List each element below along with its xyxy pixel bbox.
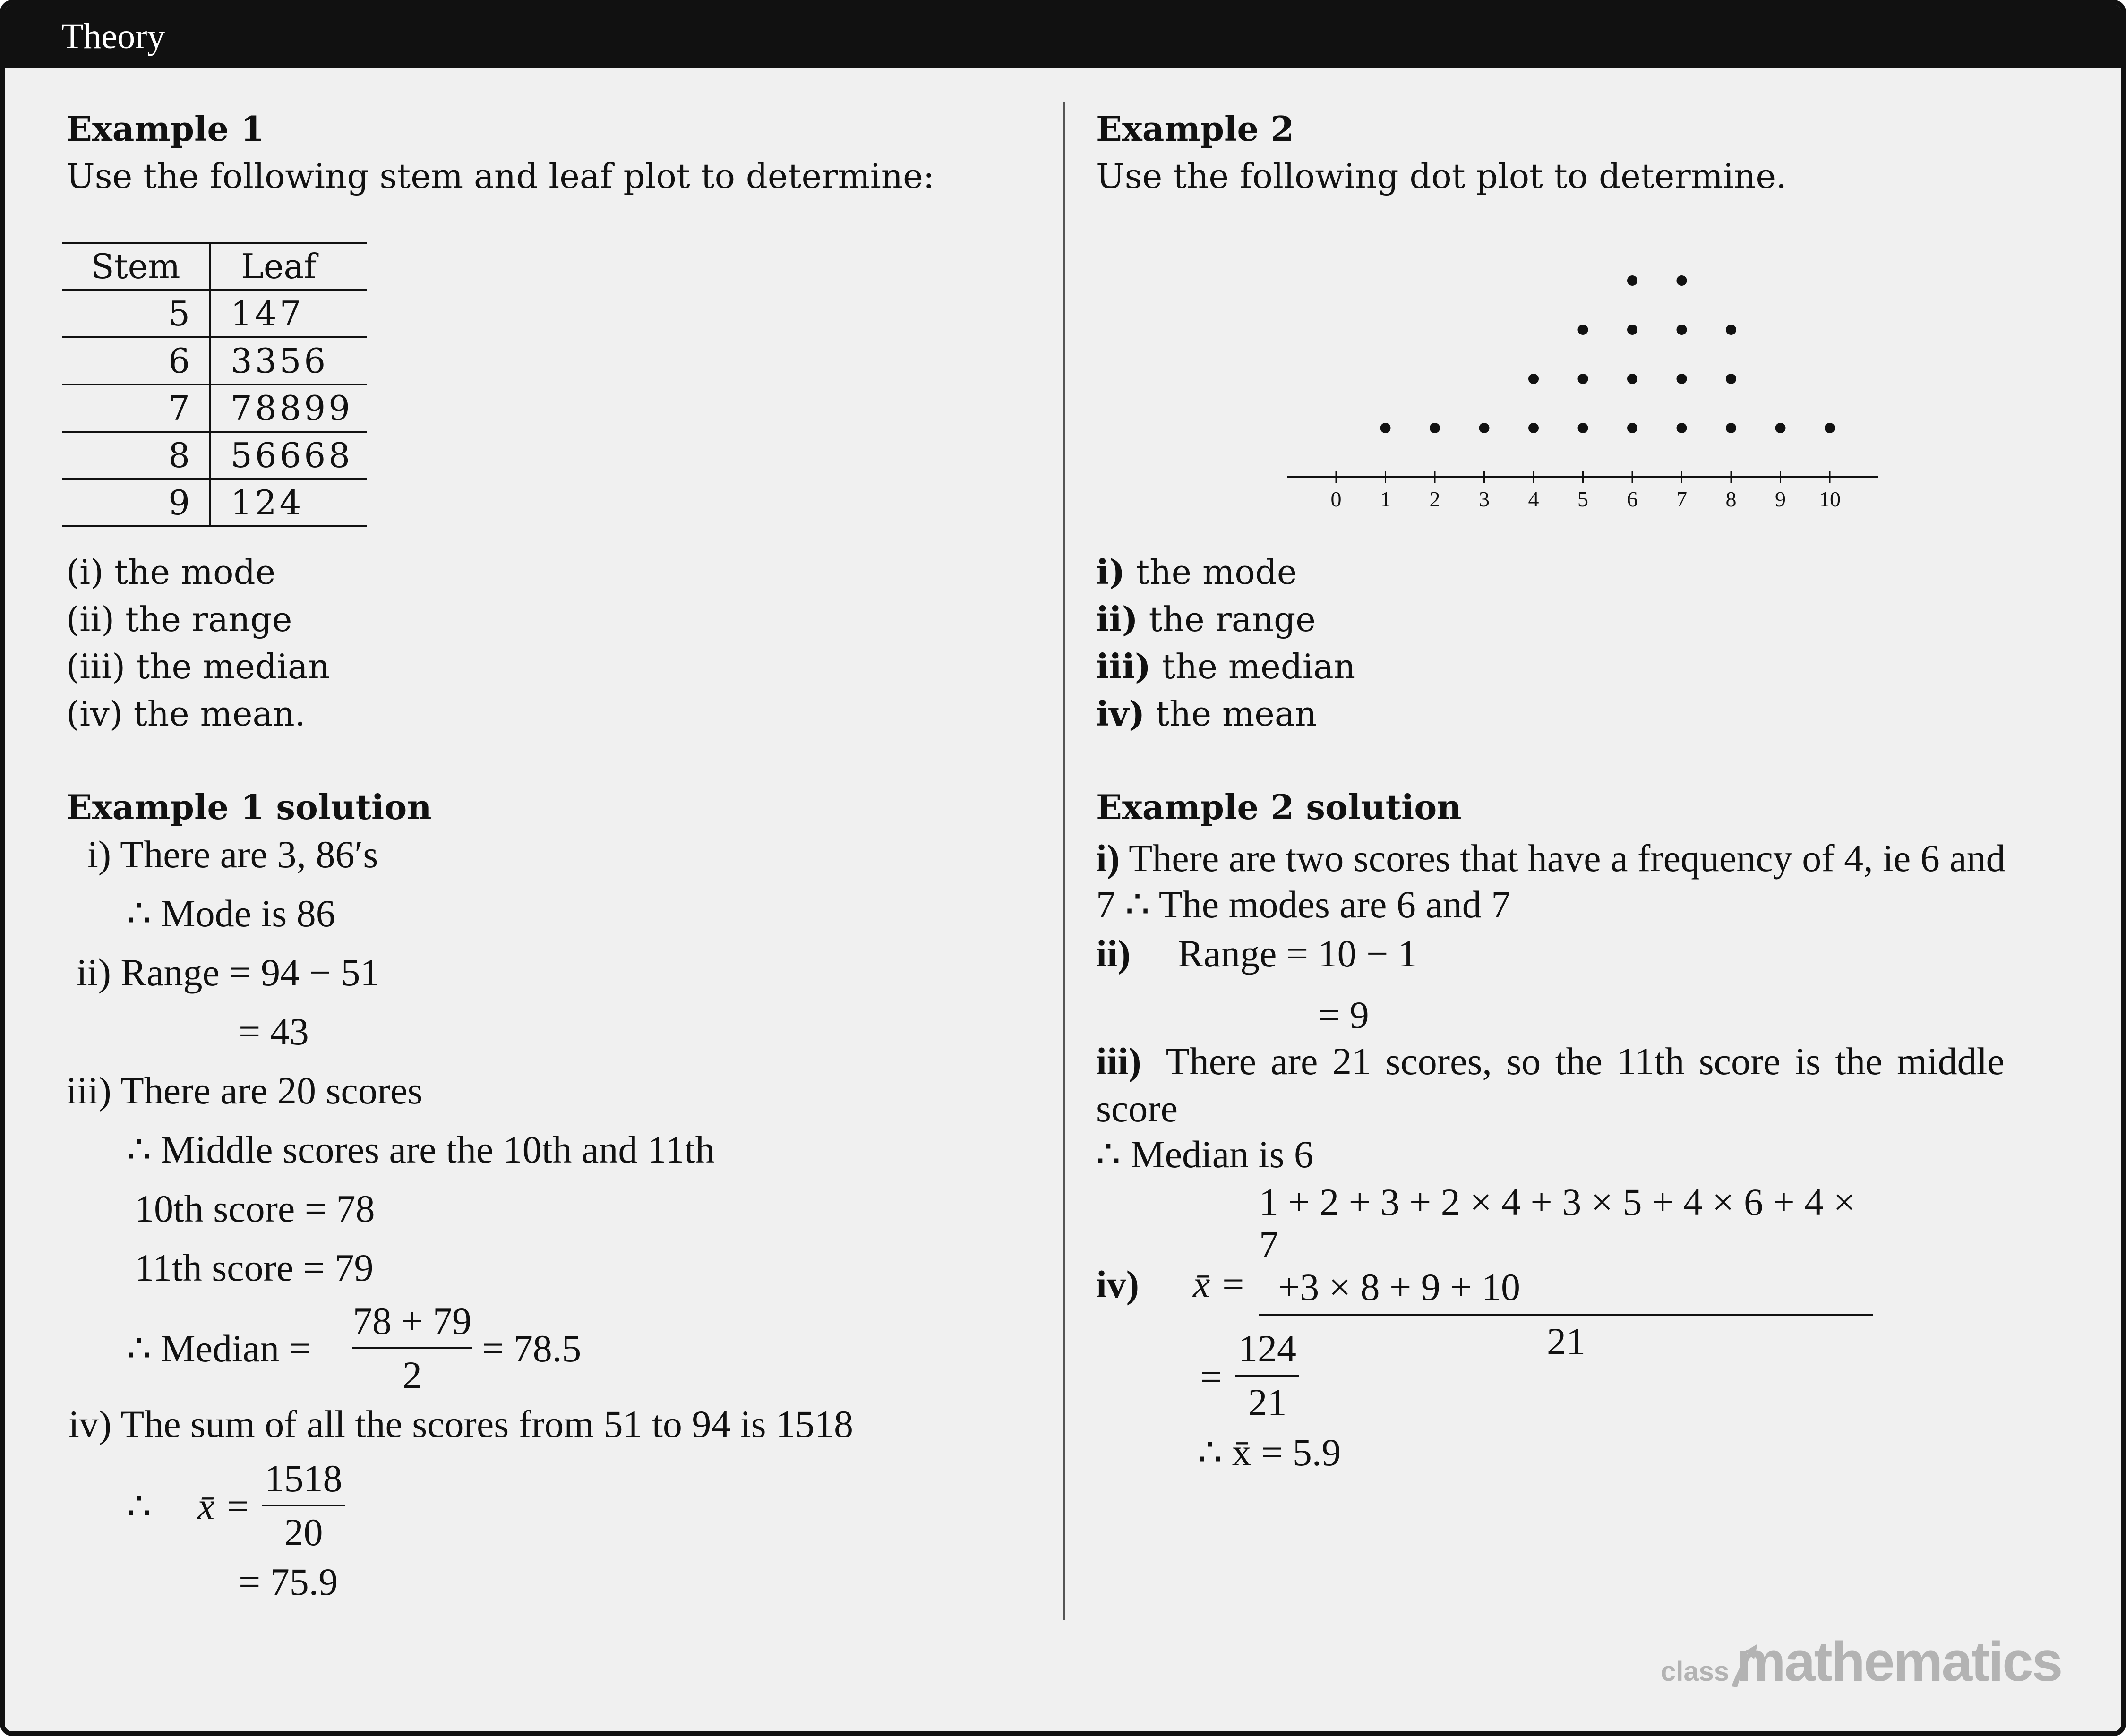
solution2-iii-line2: score — [1096, 1087, 1178, 1130]
solution2-iv-result: ∴ x̄ = 5.9 — [1198, 1431, 1341, 1474]
solution1-median-result: = 78.5 — [482, 1327, 582, 1370]
leaf-header: Leaf — [210, 243, 367, 290]
dot-plot — [1280, 260, 1885, 515]
tick-label: 4 — [1528, 487, 1539, 511]
fraction-bar — [1259, 1314, 1873, 1316]
solution2-iii-therefore: ∴ Median is 6 — [1096, 1133, 1313, 1176]
solution1-xbar: x̄ = — [197, 1485, 251, 1528]
stem-leaf-table — [62, 242, 367, 527]
table-row — [62, 290, 367, 337]
data-dot — [1677, 374, 1687, 384]
data-dot — [1380, 423, 1391, 433]
header-bar — [5, 5, 2121, 68]
question-text: the mean — [1145, 694, 1317, 734]
tick-label: 10 — [1819, 487, 1841, 511]
solution2-ii-result: = 9 — [1318, 993, 1369, 1036]
fraction-bar — [352, 1347, 472, 1349]
stem-cell: 8 — [62, 432, 210, 479]
solution1-i-line: i) There are 3, 86′s — [87, 833, 378, 876]
solution1-iv-result: = 75.9 — [239, 1560, 338, 1603]
data-dot — [1677, 325, 1687, 335]
solution2-iii-line — [1096, 1039, 2005, 1084]
data-dot — [1627, 275, 1637, 286]
logo-brand: mathematics — [1736, 1631, 2062, 1693]
question-text: the mode — [1125, 552, 1297, 592]
table-header-row — [62, 243, 367, 290]
solution1-i-therefore: ∴ Mode is 86 — [127, 892, 335, 935]
class-mathematics-logo — [1661, 1625, 2072, 1696]
solution1-iii-middle: ∴ Middle scores are the 10th and 11th — [127, 1128, 715, 1171]
step-text: There are 21 scores, so the 11th score is the middle — [1166, 1040, 2005, 1083]
solution2-simplified-fraction — [1235, 1327, 1299, 1424]
tick-label: 7 — [1676, 487, 1687, 511]
mean-denominator: 20 — [284, 1511, 323, 1554]
simplified-numerator: 124 — [1238, 1327, 1296, 1370]
data-dot — [1528, 423, 1539, 433]
data-dot — [1775, 423, 1786, 433]
mean-numerator-line2: +3 × 8 + 9 + 10 — [1278, 1266, 1520, 1309]
leaf-cell: 3356 — [210, 337, 367, 385]
step-text: There are two scores that have a frequency of 4, ie 6 and — [1120, 837, 2006, 880]
data-dot — [1430, 423, 1440, 433]
tick-label: 5 — [1577, 487, 1588, 511]
data-dot — [1677, 275, 1687, 286]
question2-range — [1096, 600, 1316, 639]
data-dot — [1578, 325, 1588, 335]
data-dot — [1627, 325, 1637, 335]
mean-denominator: 21 — [1547, 1319, 1586, 1363]
solution1-iv-therefore: ∴ — [127, 1485, 152, 1528]
question-text: the range — [1138, 599, 1316, 639]
solution2-iv-number — [1096, 1262, 1139, 1307]
solution2-xbar: x̄ = — [1193, 1263, 1246, 1306]
question2-mode — [1096, 553, 1297, 592]
logo-prefix: class — [1661, 1656, 1730, 1687]
solution2-i-line — [1096, 836, 2006, 881]
solution1-median-fraction — [352, 1300, 472, 1396]
tick-label: 1 — [1380, 487, 1391, 511]
stem-cell: 9 — [62, 479, 210, 526]
tick-label: 0 — [1330, 487, 1342, 511]
mean-numerator: 1518 — [265, 1457, 343, 1500]
leaf-cell: 56668 — [210, 432, 367, 479]
data-dot — [1627, 374, 1637, 384]
data-dot — [1479, 423, 1490, 433]
mean-numerator-line1: 1 + 2 + 3 + 2 × 4 + 3 × 5 + 4 × 6 + 4 × 7 — [1259, 1180, 1855, 1266]
question-median: (iii) the median — [66, 647, 330, 686]
data-dot — [1528, 374, 1539, 384]
question-number: iv) — [1096, 693, 1145, 734]
stem-cell: 7 — [62, 385, 210, 432]
leaf-cell: 147 — [210, 290, 367, 337]
step-text: Range = 10 − 1 — [1177, 932, 1417, 975]
data-dot — [1677, 423, 1687, 433]
data-dot — [1726, 325, 1736, 335]
table-row — [62, 385, 367, 432]
tick-label: 3 — [1479, 487, 1490, 511]
step-number: iv) — [1096, 1263, 1140, 1306]
median-numerator: 78 + 79 — [352, 1300, 472, 1343]
simplified-denominator: 21 — [1248, 1381, 1287, 1424]
stem-header: Stem — [62, 243, 210, 290]
question2-mean — [1096, 694, 1317, 734]
solution2-ii-line — [1096, 932, 1417, 976]
question-number: ii) — [1096, 599, 1138, 639]
example1-intro: Use the following stem and leaf plot to determine: — [66, 156, 935, 196]
fraction-bar — [1235, 1375, 1299, 1377]
solution2-mean-fraction — [1259, 1181, 1873, 1363]
fraction-bar — [262, 1505, 345, 1506]
tick-label: 8 — [1725, 487, 1737, 511]
example1-heading: Example 1 — [66, 109, 265, 149]
step-number: iii) — [1096, 1040, 1141, 1083]
stem-cell: 6 — [62, 337, 210, 385]
data-dot — [1825, 423, 1835, 433]
tick-label: 9 — [1775, 487, 1786, 511]
leaf-cell: 124 — [210, 479, 367, 526]
leaf-cell: 78899 — [210, 385, 367, 432]
data-dot — [1627, 423, 1637, 433]
solution1-10th-score: 10th score = 78 — [135, 1187, 375, 1230]
question-range: (ii) the range — [66, 599, 292, 639]
table-row — [62, 432, 367, 479]
solution1-11th-score: 11th score = 79 — [135, 1246, 374, 1289]
question-mode: (i) the mode — [66, 552, 276, 592]
step-number: i) — [1096, 837, 1120, 880]
solution2-heading: Example 2 solution — [1096, 787, 1462, 827]
solution2-i-line2: 7 ∴ The modes are 6 and 7 — [1096, 883, 1511, 926]
stem-cell: 5 — [62, 290, 210, 337]
step-number: ii) — [1096, 932, 1131, 975]
question-text: the median — [1151, 647, 1356, 686]
question-mean: (iv) the mean. — [66, 694, 306, 734]
data-dot — [1726, 374, 1736, 384]
solution2-equals: = — [1200, 1355, 1222, 1398]
table-row — [62, 479, 367, 526]
solution1-iv-line: iv) The sum of all the scores from 51 to 94 is 1518 — [69, 1402, 854, 1445]
median-denominator: 2 — [403, 1353, 422, 1397]
data-dot — [1726, 423, 1736, 433]
tick-label: 6 — [1627, 487, 1638, 511]
solution1-iii-line: iii) There are 20 scores — [66, 1069, 423, 1112]
solution1-ii-result: = 43 — [239, 1010, 309, 1053]
example2-intro: Use the following dot plot to determine. — [1096, 156, 1787, 196]
page-title: Theory — [61, 17, 165, 56]
solution1-ii-line: ii) Range = 94 − 51 — [77, 951, 380, 994]
solution1-median-label: ∴ Median = — [127, 1327, 311, 1370]
solution1-mean-fraction — [262, 1457, 345, 1554]
question2-median — [1096, 647, 1355, 686]
table-row — [62, 337, 367, 385]
tick-label: 2 — [1429, 487, 1440, 511]
column-divider — [1063, 102, 1065, 1620]
question-number: i) — [1096, 552, 1125, 592]
question-number: iii) — [1096, 646, 1151, 686]
solution1-heading: Example 1 solution — [66, 787, 432, 827]
example2-heading: Example 2 — [1096, 109, 1294, 149]
data-dot — [1578, 374, 1588, 384]
data-dot — [1578, 423, 1588, 433]
